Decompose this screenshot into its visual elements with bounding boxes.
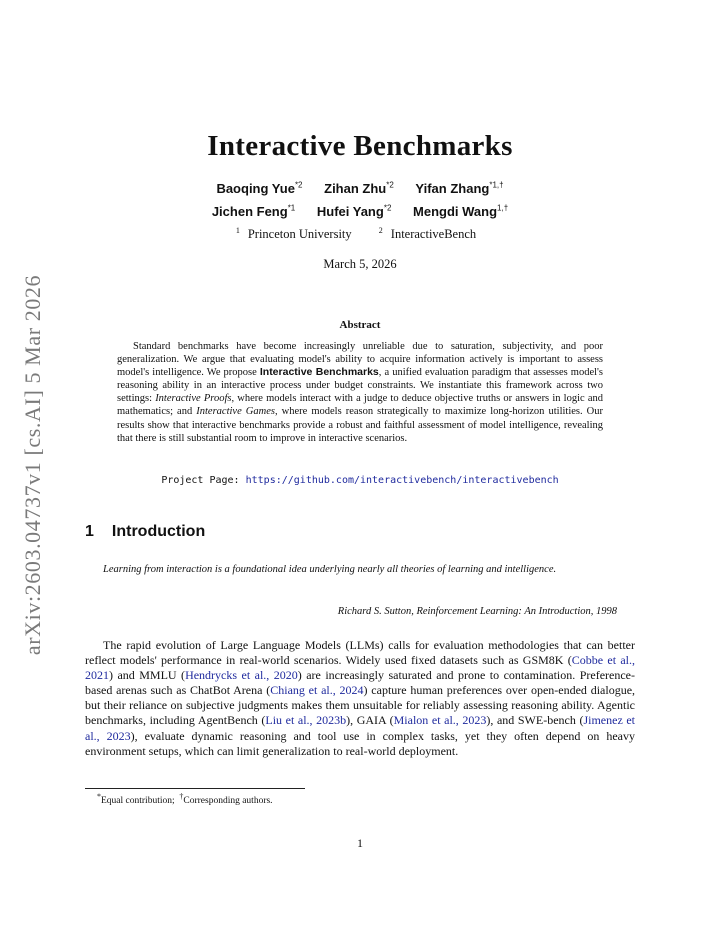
author: Hufei Yang$^{*2}$ bbox=[316, 204, 392, 220]
arxiv-identifier-stamp: arXiv:2603.04737v1 [cs.AI] 5 Mar 2026 bbox=[20, 274, 45, 656]
author: Mengdi Wang$^{1,\dagger}$ bbox=[413, 204, 509, 220]
footnote: *Equal contribution; †Corresponding authors. bbox=[97, 792, 273, 807]
citation-link[interactable]: Hendrycks et al., 2020 bbox=[185, 668, 298, 683]
epigraph-quote: Learning from interaction is a foundational idea underlying nearly all theories of learning and intelligence. bbox=[103, 564, 557, 575]
citation-link[interactable]: Chiang et al., 2024 bbox=[270, 683, 364, 698]
page-number: 1 bbox=[357, 836, 363, 850]
citation-link[interactable]: Jimenez et al., 2023 bbox=[85, 713, 636, 743]
author-list-line-1 bbox=[0, 181, 720, 196]
epigraph-attribution: Richard S. Sutton, Reinforcement Learning: An Introduction, 1998 bbox=[337, 606, 617, 617]
author-list-line-2 bbox=[0, 204, 720, 219]
paper-title: Interactive Benchmarks bbox=[207, 130, 513, 162]
affiliation: $^2$ InteractiveBench bbox=[378, 226, 477, 242]
author: Zihan Zhu$^{*2}$ bbox=[324, 181, 394, 197]
intro-paragraph: The rapid evolution of Large Language Models (LLMs) calls for evaluation methodologies that can better reflect models' performance in real-world scenarios. Widely used fixed datasets such as GSM8K (Cobbe et al., 2021) and MMLU (Hendrycks et al., 2020) are increasingly saturated and prone to contamination. Preference-based arenas such as ChatBot Arena (Chiang et al., 2024) capture human preferences over open-ended dialogue, but their reliance on subjective judgments makes them unsuitable for reliably assessing reasoning ability. Agentic benchmarks, including AgentBench (Liu et al., 2023b), GAIA (Mialon et al., 2023), and SWE-bench (Jimenez et al., 2023), evaluate dynamic reasoning and tool use in complex tasks, yet they often depend on heavy environment setups, which can limit generalization to real-world deployment. bbox=[85, 638, 636, 758]
abstract-text: Standard benchmarks have become increasingly unreliable due to saturation, subjectivity, and poor generalization. We argue that evaluating model's ability to acquire information actively is important to assess model's intelligence. We propose Interactive Benchmarks, a unified evaluation paradigm that assesses model's reasoning ability in an interactive process under budget constraints. We instantiate this framework across two settings: Interactive Proofs, where models interact with a judge to deduce objective truths or answers in logic and mathematics; and Interactive Games, where models reason strategically to maximize long-horizon utilities. Our results show that interactive benchmarks provide a robust and faithful assessment of model intelligence, revealing that there is still substantial room to improve in interactive scenarios. bbox=[117, 341, 604, 444]
author: Jichen Feng$^{*1}$ bbox=[211, 204, 296, 220]
bold-term: Interactive Benchmarks bbox=[259, 366, 379, 379]
abstract-heading: Abstract bbox=[339, 319, 381, 331]
section-number: 1 bbox=[85, 523, 94, 540]
project-page-line bbox=[0, 475, 720, 486]
affiliations bbox=[0, 226, 720, 242]
section-heading bbox=[85, 523, 205, 541]
publication-date: March 5, 2026 bbox=[323, 257, 397, 271]
project-page-label: Project Page: bbox=[161, 475, 246, 486]
citation-link[interactable]: Liu et al., 2023b bbox=[265, 713, 347, 728]
author: Yifan Zhang$^{*1,\dagger}$ bbox=[415, 181, 504, 197]
citation-link[interactable]: Mialon et al., 2023 bbox=[393, 713, 487, 728]
author: Baoqing Yue$^{*2}$ bbox=[216, 181, 303, 197]
footnote-divider bbox=[85, 788, 305, 789]
project-page-link[interactable]: https://github.com/interactivebench/interactivebench bbox=[245, 475, 559, 486]
citation-link[interactable]: Cobbe et al., 2021 bbox=[85, 653, 635, 683]
affiliation: $^1$ Princeton University bbox=[235, 226, 352, 242]
section-title: Introduction bbox=[111, 523, 206, 540]
